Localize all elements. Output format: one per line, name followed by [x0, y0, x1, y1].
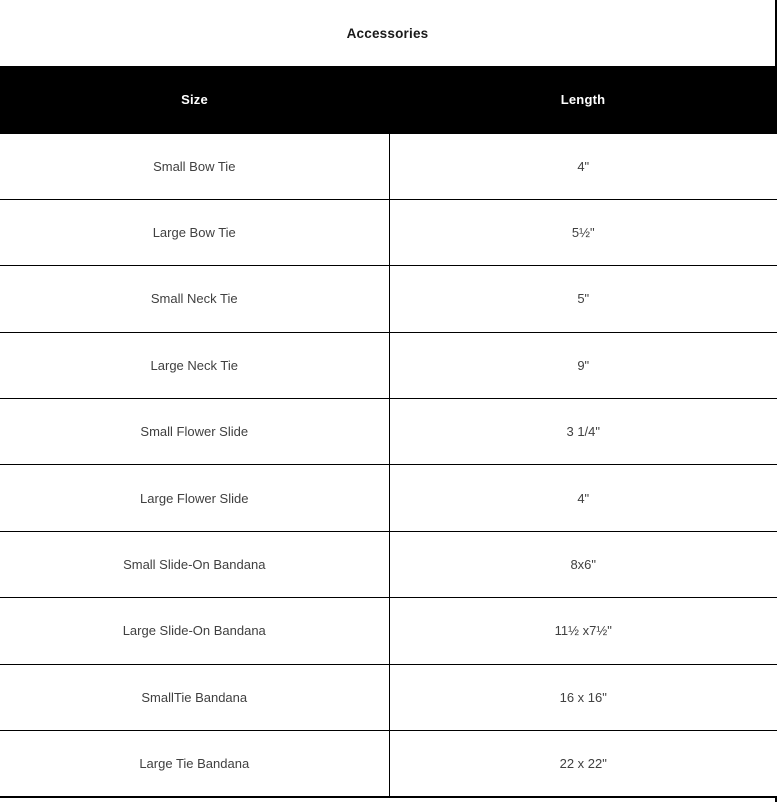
title-bar — [0, 0, 775, 66]
table-row — [0, 664, 777, 730]
size-cell: Small Neck Tie — [0, 266, 389, 332]
table-row — [0, 731, 777, 797]
length-cell: 5½" — [389, 199, 777, 265]
column-header-length: Length — [389, 66, 777, 133]
table-row — [0, 199, 777, 265]
length-cell: 22 x 22" — [389, 731, 777, 797]
size-cell: Small Flower Slide — [0, 399, 389, 465]
table-row — [0, 531, 777, 597]
length-cell: 9" — [389, 332, 777, 398]
table-row — [0, 598, 777, 664]
size-cell: Large Flower Slide — [0, 465, 389, 531]
size-cell: Large Tie Bandana — [0, 731, 389, 797]
size-cell: Small Bow Tie — [0, 133, 389, 199]
size-cell: Small Slide-On Bandana — [0, 531, 389, 597]
table-row — [0, 399, 777, 465]
table-body — [0, 133, 777, 797]
size-cell: SmallTie Bandana — [0, 664, 389, 730]
size-cell: Large Neck Tie — [0, 332, 389, 398]
length-cell: 5" — [389, 266, 777, 332]
size-cell: Large Bow Tie — [0, 199, 389, 265]
page-title: Accessories — [346, 25, 429, 41]
table-row — [0, 465, 777, 531]
table-row — [0, 133, 777, 199]
length-cell: 3 1/4" — [389, 399, 777, 465]
accessories-size-table — [0, 66, 777, 798]
length-cell: 4" — [389, 133, 777, 199]
length-cell: 4" — [389, 465, 777, 531]
header-row — [0, 66, 777, 133]
size-cell: Large Slide-On Bandana — [0, 598, 389, 664]
table-header — [0, 66, 777, 133]
column-header-size: Size — [0, 66, 389, 133]
length-cell: 16 x 16" — [389, 664, 777, 730]
length-cell: 11½ x7½" — [389, 598, 777, 664]
table-row — [0, 332, 777, 398]
table-row — [0, 266, 777, 332]
length-cell: 8x6" — [389, 531, 777, 597]
